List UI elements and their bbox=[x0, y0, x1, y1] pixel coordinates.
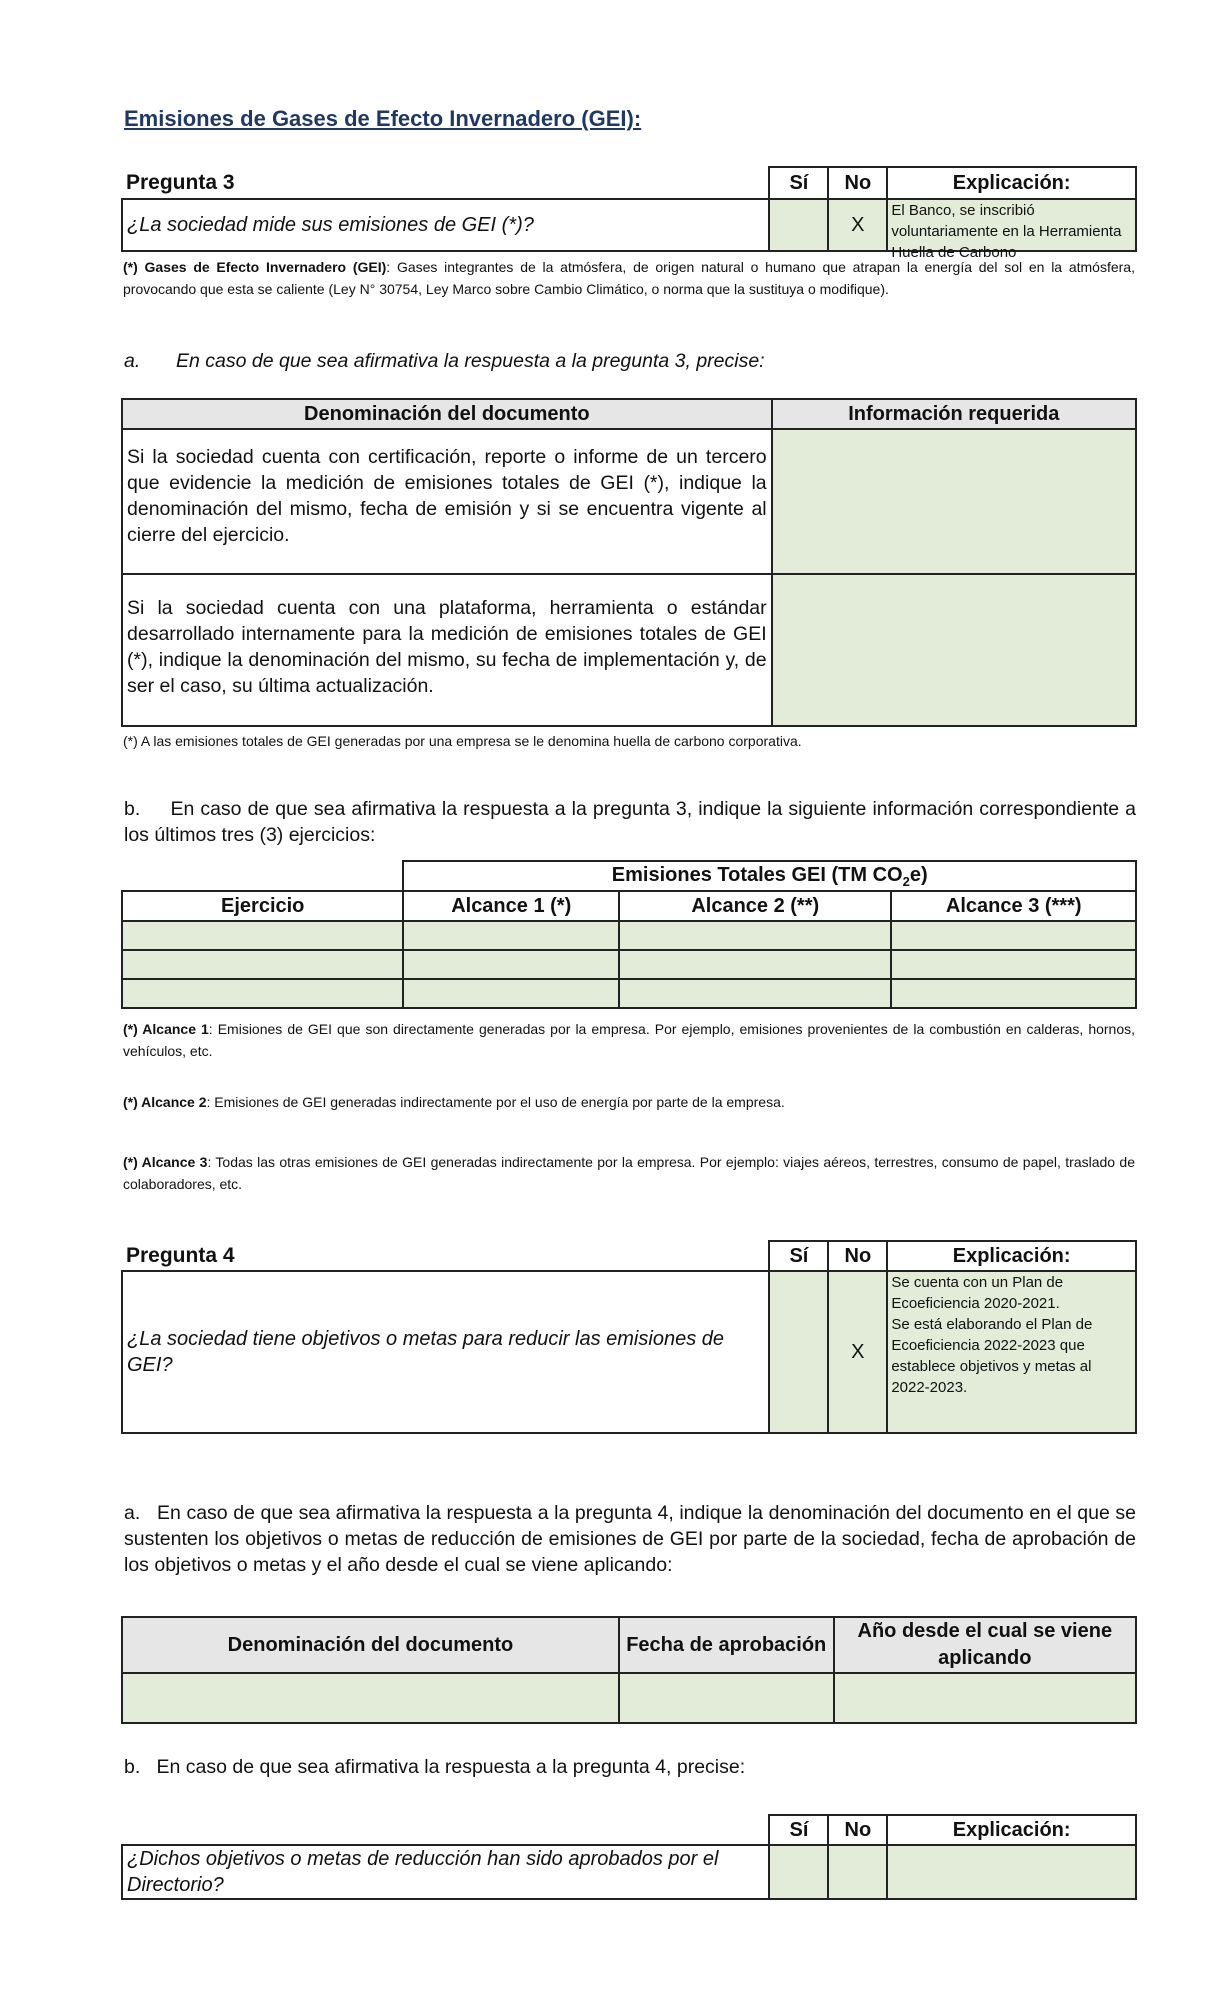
q3-b-row-3-ejercicio[interactable] bbox=[122, 979, 403, 1008]
question-4-text: ¿La sociedad tiene objetivos o metas para reducir las emisiones de GEI? bbox=[122, 1271, 769, 1433]
q3-a-row-2-input[interactable] bbox=[772, 574, 1136, 726]
question-4-explanation-2: Se está elaborando el Plan de Ecoeficiencia 2022-2023 que establece objetivos y metas al 2022-2023. bbox=[891, 1316, 1093, 1396]
header-explicacion: Explicación: bbox=[887, 167, 1136, 199]
question-4-explanation-1: Se cuenta con un Plan de Ecoeficiencia 2020-2021. bbox=[891, 1274, 1064, 1312]
q4-a-input-fecha[interactable] bbox=[619, 1673, 834, 1723]
q4-a-col-fecha: Fecha de aprobación bbox=[619, 1617, 834, 1673]
question-4-label: Pregunta 4 bbox=[122, 1241, 769, 1271]
question-3-si-cell[interactable] bbox=[769, 199, 828, 251]
q3-a-col-info: Información requerida bbox=[772, 399, 1136, 429]
scope-3-note bbox=[123, 1151, 1135, 1195]
header-si: Sí bbox=[769, 167, 828, 199]
q3-b-group-header bbox=[403, 861, 1136, 891]
question-3-explanation: El Banco, se inscribió voluntariamente en la Herramienta Huella de Carbono bbox=[891, 202, 1122, 261]
question-4-explanation-cell[interactable] bbox=[887, 1271, 1136, 1433]
carbon-footprint-note: (*) A las emisiones totales de GEI generadas por una empresa se le denomina huella de carbono corporativa. bbox=[123, 733, 802, 749]
q3-b-group-header-text: Emisiones Totales GEI (TM CO bbox=[611, 863, 903, 886]
q3-b-row-2-ejercicio[interactable] bbox=[122, 950, 403, 979]
q3-b-row-1-ejercicio[interactable] bbox=[122, 921, 403, 950]
question-3-no-cell[interactable]: X bbox=[828, 199, 887, 251]
scope-3-bold: (*) Alcance 3 bbox=[123, 1154, 208, 1170]
q4-a-text: En caso de que sea afirmativa la respuesta a la pregunta 4, indique la denominación del documento en el que se sustenten los objetivos o metas de reducción de emisiones de GEI por parte de la sociedad, fecha de aprobación de los objetivos o metas y el año desde el cual se viene aplicando: bbox=[124, 1502, 1136, 1576]
q3-b-col-alcance-2: Alcance 2 (**) bbox=[619, 891, 891, 921]
q3-b-col-ejercicio: Ejercicio bbox=[122, 891, 403, 921]
q3-a-row-1-input[interactable] bbox=[772, 429, 1136, 574]
q3-b-col-alcance-3: Alcance 3 (***) bbox=[891, 891, 1136, 921]
q4-b-paragraph bbox=[124, 1754, 745, 1780]
q3-b-prefix: b. bbox=[124, 798, 141, 820]
question-3-label: Pregunta 3 bbox=[122, 167, 769, 199]
q3-b-row-1-alcance-1[interactable] bbox=[403, 921, 619, 950]
q4-header-si: Sí bbox=[769, 1241, 828, 1271]
q3-a-table bbox=[121, 398, 1137, 727]
q3-b-row-3-alcance-2[interactable] bbox=[619, 979, 891, 1008]
q3-a-text: En caso de que sea afirmativa la respuesta a la pregunta 3, precise: bbox=[176, 350, 765, 372]
q4-b-no-cell[interactable] bbox=[828, 1845, 887, 1899]
section-title: Emisiones de Gases de Efecto Invernadero (GEI): bbox=[124, 106, 642, 131]
q3-b-row-2-alcance-1[interactable] bbox=[403, 950, 619, 979]
ghg-definition-bold: (*) Gases de Efecto Invernadero (GEI) bbox=[123, 259, 387, 275]
q3-b-blank-corner bbox=[122, 861, 403, 891]
q4-b-question: ¿Dichos objetivos o metas de reducción han sido aprobados por el Directorio? bbox=[122, 1845, 769, 1899]
ghg-definition-text: : Gases integrantes de la atmósfera, de origen natural o humano que atrapan la energía del sol en la atmósfera, provocando que esta se caliente (Ley N° 30754, Ley Marco sobre Cambio Climático, o norma que la sustituya o modifique). bbox=[123, 259, 1135, 297]
scope-2-note bbox=[123, 1091, 1135, 1113]
question-3-explanation-cell[interactable] bbox=[887, 199, 1136, 261]
q3-b-row-2-alcance-2[interactable] bbox=[619, 950, 891, 979]
q4-b-text: En caso de que sea afirmativa la respuesta a la pregunta 4, precise: bbox=[156, 1756, 746, 1778]
q3-b-text: En caso de que sea afirmativa la respuesta a la pregunta 3, indique la siguiente información correspondiente a los últimos tres (3) ejercicios: bbox=[124, 798, 1136, 846]
q4-a-input-document[interactable] bbox=[122, 1673, 619, 1723]
q3-b-row-1-alcance-3[interactable] bbox=[891, 921, 1136, 950]
q4-a-prefix: a. bbox=[124, 1502, 141, 1524]
q4-header-no: No bbox=[828, 1241, 887, 1271]
question-4-si-cell[interactable] bbox=[769, 1271, 828, 1433]
scope-3-text: : Todas las otras emisiones de GEI generadas indirectamente por la empresa. Por ejemplo: viajes aéreos, terrestres, consumo de papel, traslado de colaboradores, etc. bbox=[123, 1154, 1136, 1192]
q3-b-group-header-sub: 2 bbox=[902, 873, 910, 889]
q4-b-blank-corner bbox=[122, 1815, 769, 1845]
q3-a-col-document: Denominación del documento bbox=[122, 399, 772, 429]
q3-b-row-2-alcance-3[interactable] bbox=[891, 950, 1136, 979]
q3-a-row-2-text: Si la sociedad cuenta con una plataforma, herramienta o estándar desarrollado internamente para la medición de emisiones totales de GEI (*), indique la denominación del mismo, su fecha de implementación y, de ser el caso, su última actualización. bbox=[122, 574, 772, 726]
q4-b-explanation-cell[interactable] bbox=[887, 1845, 1136, 1899]
q3-a-prefix: a. bbox=[124, 350, 141, 372]
q4-a-input-anio[interactable] bbox=[834, 1673, 1136, 1723]
ghg-definition-note bbox=[123, 256, 1135, 300]
question-3-text: ¿La sociedad mide sus emisiones de GEI (*)? bbox=[122, 199, 769, 251]
question-3-table bbox=[121, 166, 1137, 261]
scope-1-bold: (*) Alcance 1 bbox=[123, 1021, 209, 1037]
scope-2-bold: (*) Alcance 2 bbox=[123, 1094, 207, 1110]
question-4-table bbox=[121, 1240, 1137, 1434]
q4-header-explicacion: Explicación: bbox=[887, 1241, 1136, 1271]
q3-b-row-3-alcance-3[interactable] bbox=[891, 979, 1136, 1008]
scope-2-text: : Emisiones de GEI generadas indirectamente por el uso de energía por parte de la empresa. bbox=[206, 1094, 785, 1110]
question-4-no-cell[interactable]: X bbox=[828, 1271, 887, 1433]
q3-b-col-alcance-1: Alcance 1 (*) bbox=[403, 891, 619, 921]
q4-a-col-anio: Año desde el cual se viene aplicando bbox=[834, 1617, 1136, 1673]
scope-1-note bbox=[123, 1018, 1135, 1062]
q4-b-header-no: No bbox=[828, 1815, 887, 1845]
q3-b-table bbox=[121, 860, 1137, 1009]
q3-b-row-3-alcance-1[interactable] bbox=[403, 979, 619, 1008]
q3-a-row-1-text: Si la sociedad cuenta con certificación, reporte o informe de un tercero que evidencie la medición de emisiones totales de GEI (*), indique la denominación del mismo, fecha de emisión y si se encuentra vigente al cierre del ejercicio. bbox=[122, 429, 772, 574]
q4-b-header-explicacion: Explicación: bbox=[887, 1815, 1136, 1845]
q4-b-header-si: Sí bbox=[769, 1815, 828, 1845]
q4-a-table bbox=[121, 1616, 1137, 1724]
q4-a-paragraph bbox=[124, 1500, 1136, 1578]
header-no: No bbox=[828, 167, 887, 199]
scope-1-text: : Emisiones de GEI que son directamente generadas por la empresa. Por ejemplo, emisiones provenientes de la combustión en calderas, hornos, vehículos, etc. bbox=[123, 1021, 1136, 1059]
q3-b-paragraph bbox=[124, 796, 1136, 848]
q3-b-group-header-tail: e) bbox=[909, 863, 928, 886]
q4-b-table bbox=[121, 1814, 1137, 1900]
q3-b-row-1-alcance-2[interactable] bbox=[619, 921, 891, 950]
q4-b-si-cell[interactable] bbox=[769, 1845, 828, 1899]
q4-b-prefix: b. bbox=[124, 1756, 141, 1778]
q4-a-col-document: Denominación del documento bbox=[122, 1617, 619, 1673]
